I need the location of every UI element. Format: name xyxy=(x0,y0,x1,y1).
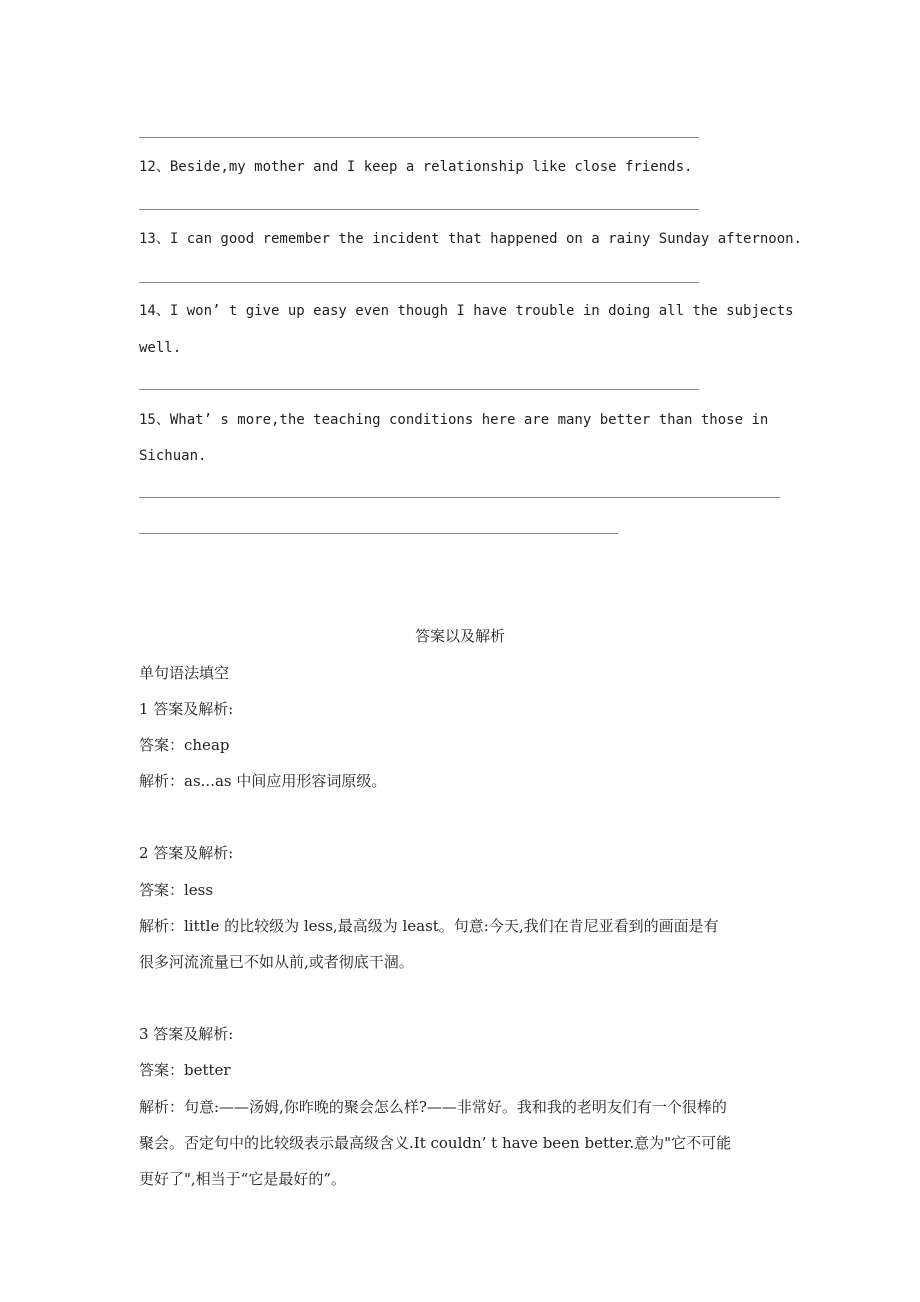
exercise-14-line-1: 14、I won’ t give up easy even though I have trouble in doing all the subjects xyxy=(139,303,794,319)
answer-2-answer: 答案：less xyxy=(139,881,214,899)
answers-title: 答案以及解析 xyxy=(414,627,505,645)
section-heading: 单句语法填空 xyxy=(139,664,230,682)
answer-2-analysis-line-1: 解析：little 的比较级为 less,最高级为 least。句意:今天,我们在肯尼亚看到的画面是有 xyxy=(139,917,719,935)
answer-blank-line xyxy=(139,533,618,534)
answer-2-analysis-line-2: 很多河流流量已不如从前,或者彻底干涸。 xyxy=(139,953,414,971)
answer-3-analysis-line-3: 更好了",相当于“它是最好的”。 xyxy=(139,1170,347,1188)
exercise-13: 13、I can good remember the incident that happened on a rainy Sunday afternoon. xyxy=(139,231,803,247)
exercise-15-line-2: Sichuan. xyxy=(139,448,207,464)
answer-3-analysis-line-2: 聚会。否定句中的比较级表示最高级含义.It couldn’ t have been better.意为"它不可能 xyxy=(139,1134,732,1152)
answer-blank-line xyxy=(139,209,699,210)
exercise-12: 12、Beside,my mother and I keep a relationship like close friends. xyxy=(139,159,693,175)
answer-blank-line xyxy=(139,389,699,390)
answer-1-header: 1 答案及解析: xyxy=(139,700,234,718)
exercise-14-line-2: well. xyxy=(139,340,182,356)
answer-3-analysis-line-1: 解析：句意:——汤姆,你昨晚的聚会怎么样?——非常好。我和我的老明友们有一个很棒的 xyxy=(139,1098,727,1116)
exercise-15-line-1: 15、What’ s more,the teaching conditions here are many better than those in xyxy=(139,412,769,428)
answer-blank-line xyxy=(139,282,699,283)
answer-2-header: 2 答案及解析: xyxy=(139,844,234,862)
answer-3-answer: 答案：better xyxy=(139,1061,231,1079)
answer-blank-line xyxy=(139,497,780,498)
answer-1-analysis: 解析：as...as 中间应用形容词原级。 xyxy=(139,772,387,790)
answer-1-answer: 答案：cheap xyxy=(139,736,230,754)
answer-blank-line xyxy=(139,137,699,138)
answer-3-header: 3 答案及解析: xyxy=(139,1025,234,1043)
